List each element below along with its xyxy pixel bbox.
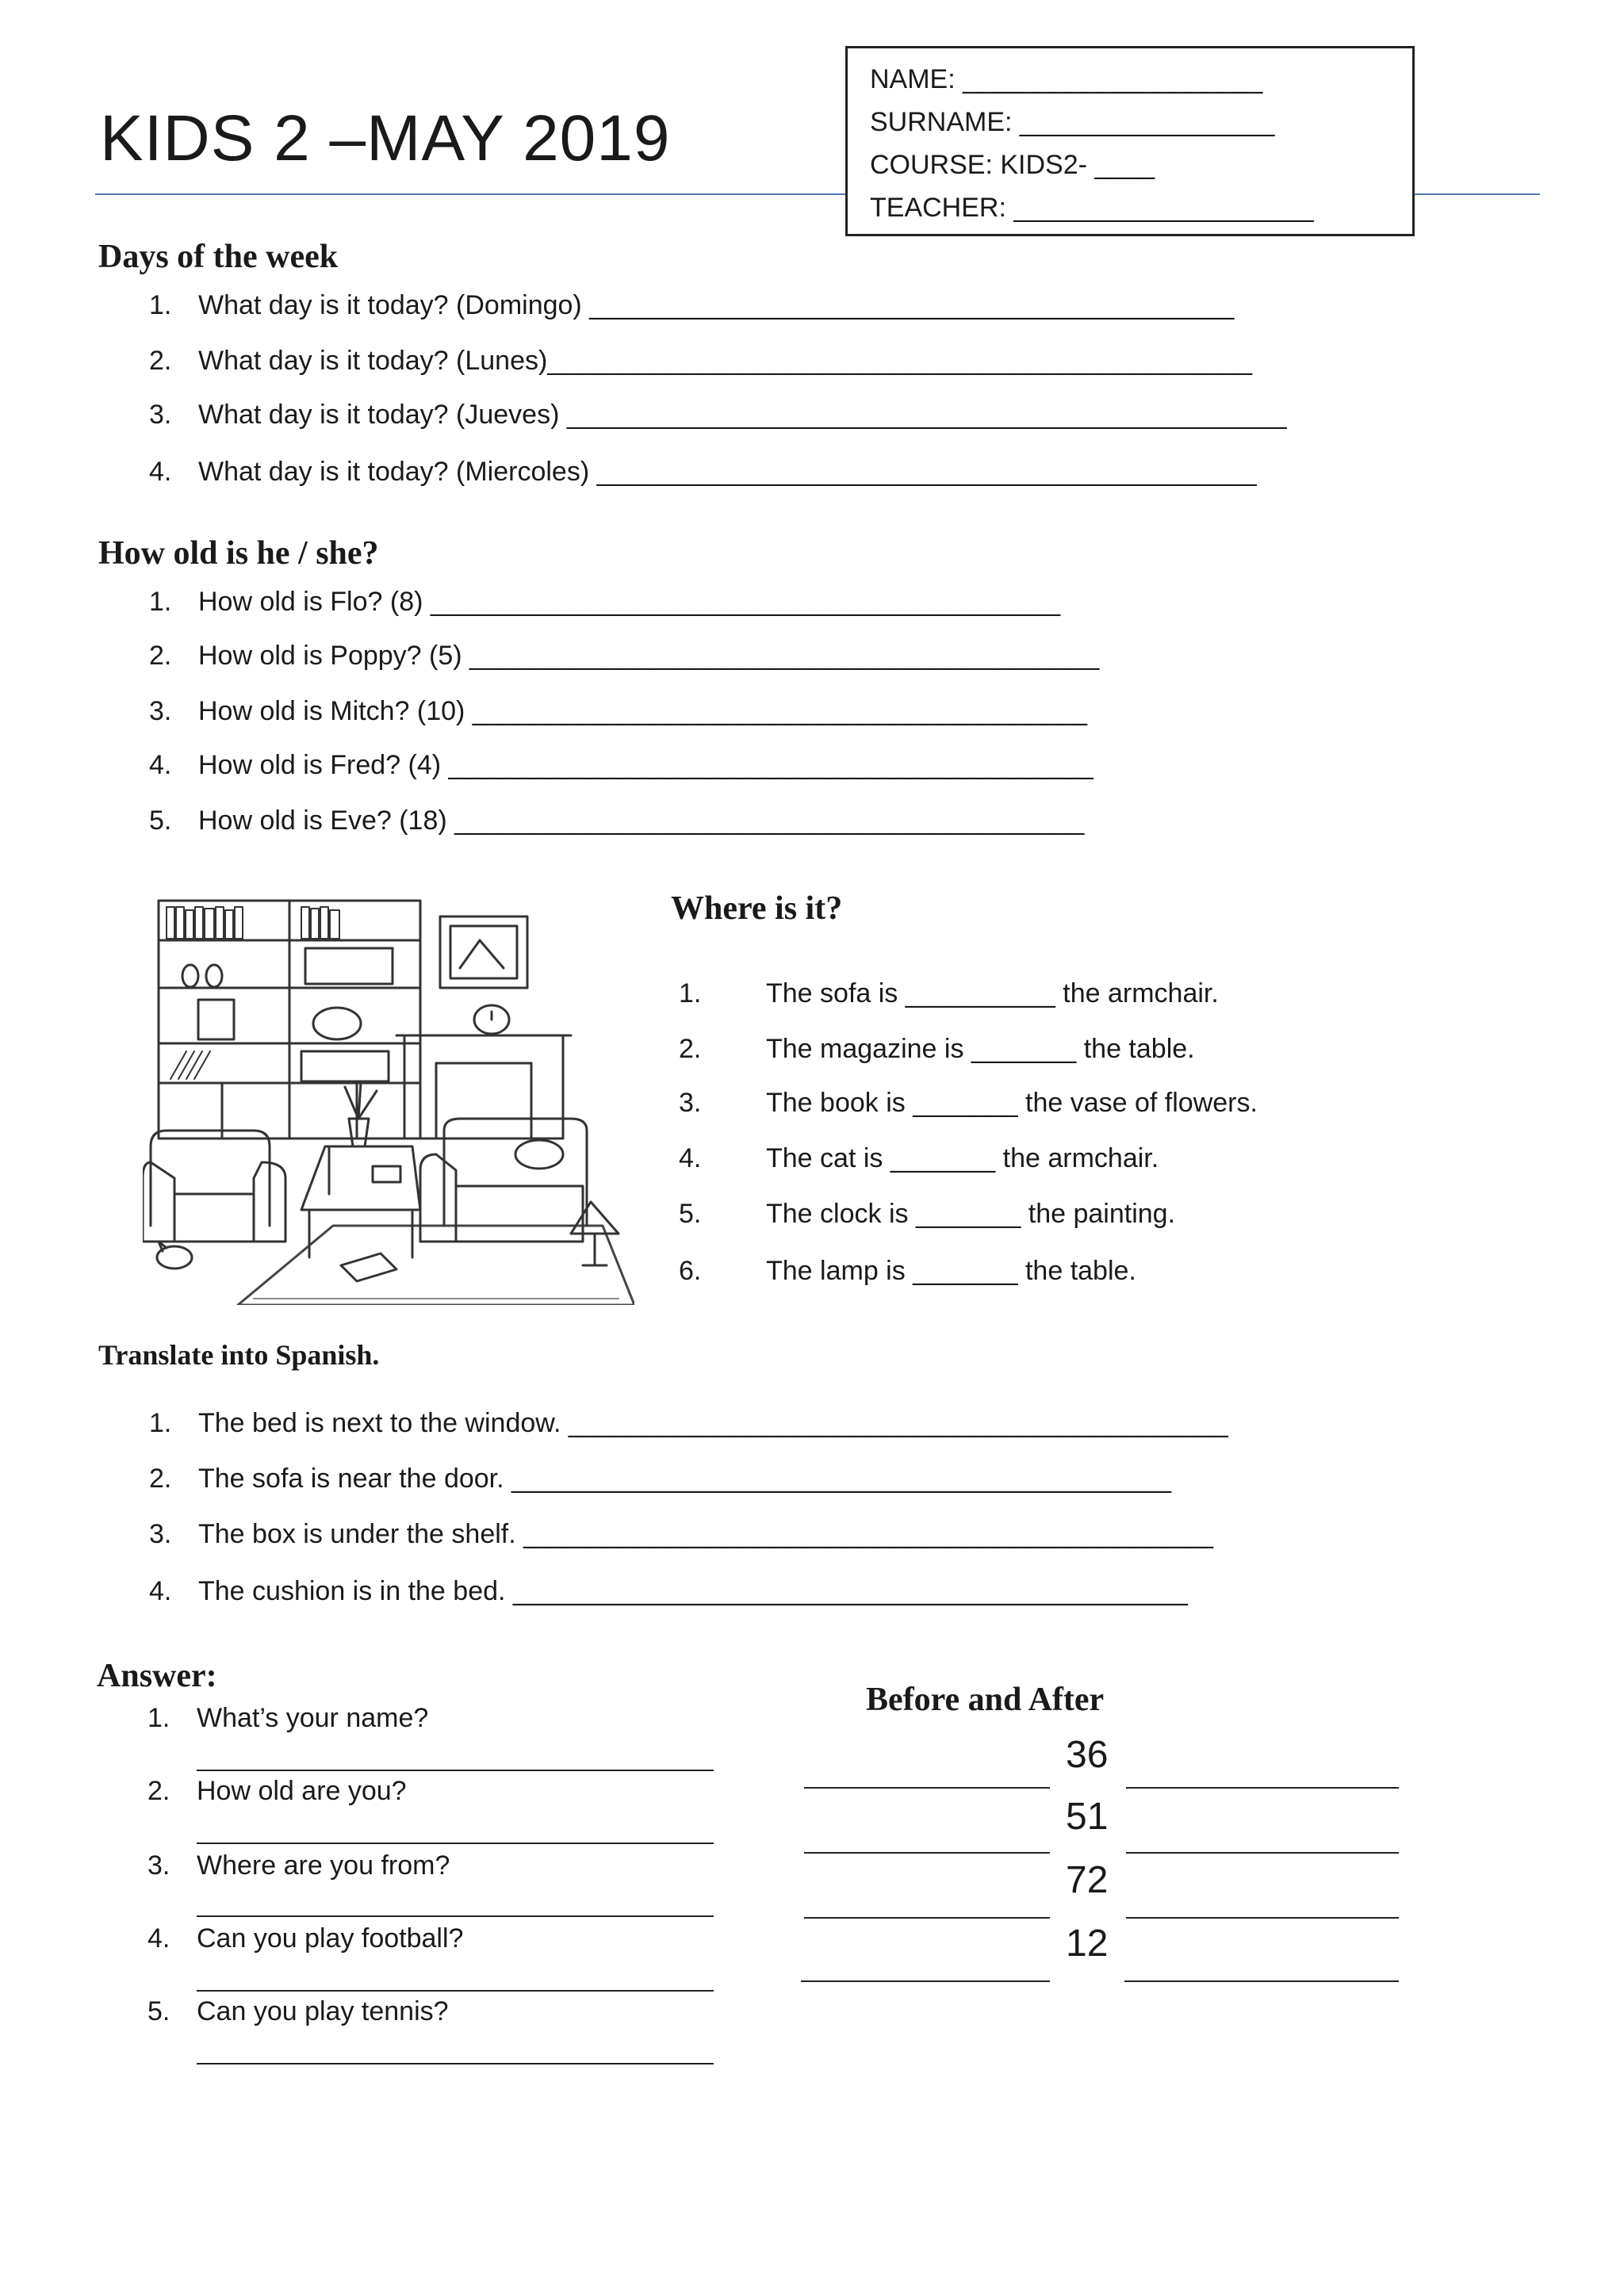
question-number: 3. [679,1088,702,1118]
before-blank[interactable] [804,1787,1050,1789]
answer-question [147,1776,782,1808]
question-text: What day is it today? (Jueves) ________________________________________________ [198,400,1287,430]
where-question[interactable] [679,1034,1472,1066]
question-text: The cat is _______ the armchair. [766,1143,1159,1173]
answer-line[interactable] [197,1990,714,1992]
question-text: The sofa is near the door. ____________________________________________ [198,1464,1172,1494]
where-question[interactable] [679,1143,1472,1175]
question-number: 2. [149,1464,172,1494]
days-section-title: Days of the week [98,239,339,275]
answer-line[interactable] [197,1843,714,1844]
question-number: 5. [147,1996,170,2026]
where-question[interactable] [679,1256,1472,1288]
question-number: 2. [149,346,172,376]
question-number: 3. [149,1519,172,1549]
surname-field[interactable]: SURNAME: _________________ [870,107,1275,137]
question-text: The bed is next to the window. ____________________________________________ [198,1408,1228,1438]
question-number: 4. [679,1143,702,1173]
question-text: The book is _______ the vase of flowers. [766,1088,1258,1118]
question-number: 4. [149,750,172,780]
question-number: 4. [149,457,172,487]
days-question[interactable] [149,290,1418,322]
middle-number: 36 [1066,1734,1109,1776]
question-number: 1. [149,290,172,320]
days-question[interactable] [149,346,1418,377]
before-blank[interactable] [804,1917,1050,1919]
where-question[interactable] [679,978,1472,1010]
question-text: The box is under the shelf. ______________________________________________ [198,1519,1213,1549]
answer-question [147,1703,782,1735]
age-question[interactable] [149,696,1259,728]
answer-question [147,1996,782,2028]
middle-number: 12 [1066,1923,1109,1965]
age-question[interactable] [149,587,1259,618]
question-text: The lamp is _______ the table. [766,1256,1136,1286]
before-blank[interactable] [804,1852,1050,1854]
course-field[interactable]: COURSE: KIDS2- ____ [870,150,1155,180]
days-question[interactable] [149,400,1418,431]
middle-number: 51 [1066,1796,1109,1838]
question-text: The cushion is in the bed. _____________________________________________ [198,1576,1188,1606]
age-question[interactable] [149,806,1259,837]
name-field[interactable]: NAME: ____________________ [870,64,1263,94]
student-info-box [845,46,1415,236]
question-number: 5. [679,1199,702,1229]
where-section-title: Where is it? [671,890,843,927]
after-blank[interactable] [1124,1980,1399,1982]
question-text: What day is it today? (Miercoles) ____________________________________________ [198,457,1257,487]
question-number: 1. [147,1703,170,1733]
answer-question [147,1923,782,1955]
question-number: 3. [149,696,172,726]
question-text: The clock is _______ the painting. [766,1199,1176,1229]
question-number: 4. [147,1923,170,1954]
question-number: 2. [679,1034,702,1064]
answer-line[interactable] [197,1915,714,1917]
middle-number: 72 [1066,1859,1109,1901]
question-number: 1. [149,587,172,617]
answer-question [147,1850,782,1882]
translate-question[interactable] [149,1464,1497,1495]
question-number: 2. [147,1776,170,1806]
question-text: How old is Flo? (8) __________________________________________ [198,587,1061,617]
question-number: 6. [679,1256,702,1286]
question-number: 1. [149,1408,172,1438]
question-text: The sofa is __________ the armchair. [766,978,1219,1008]
question-number: 2. [149,641,172,671]
age-question[interactable] [149,641,1259,672]
answer-section-title: Answer: [97,1658,217,1694]
question-text: Where are you from? [197,1850,450,1881]
before-after-title: Before and After [866,1682,1105,1718]
translate-question[interactable] [149,1519,1497,1551]
answer-line[interactable] [197,1770,714,1771]
where-question[interactable] [679,1199,1472,1230]
ages-section-title: How old is he / she? [98,535,379,572]
translate-question[interactable] [149,1408,1497,1440]
after-blank[interactable] [1126,1852,1399,1854]
after-blank[interactable] [1126,1917,1399,1919]
age-question[interactable] [149,750,1259,782]
question-number: 3. [147,1850,170,1881]
question-number: 5. [149,806,172,836]
question-text: What day is it today? (Lunes)_______________________________________________ [198,346,1253,376]
question-number: 1. [679,978,702,1008]
translate-question[interactable] [149,1576,1497,1608]
question-text: Can you play tennis? [197,1996,449,2026]
question-text: How old is Eve? (18) __________________________________________ [198,806,1085,836]
days-question[interactable] [149,457,1418,488]
question-number: 3. [149,400,172,430]
question-number: 4. [149,1576,172,1606]
where-question[interactable] [679,1088,1472,1119]
question-text: Can you play football? [197,1923,464,1954]
teacher-field[interactable]: TEACHER: ____________________ [870,193,1314,223]
question-text: How old are you? [197,1776,407,1806]
question-text: How old is Mitch? (10) _________________________________________ [198,696,1088,726]
translate-section-title: Translate into Spanish. [98,1339,380,1371]
before-blank[interactable] [801,1980,1050,1982]
question-text: How old is Poppy? (5) __________________________________________ [198,641,1100,671]
question-text: The magazine is _______ the table. [766,1034,1195,1064]
question-text: What day is it today? (Domingo) ___________________________________________ [198,290,1235,320]
after-blank[interactable] [1126,1787,1399,1789]
answer-line[interactable] [197,2063,714,2064]
question-text: How old is Fred? (4) ___________________________________________ [198,750,1094,780]
question-text: What’s your name? [197,1703,429,1733]
living-room-illustration [143,893,634,1305]
page-title: KIDS 2 –MAY 2019 [100,102,671,174]
